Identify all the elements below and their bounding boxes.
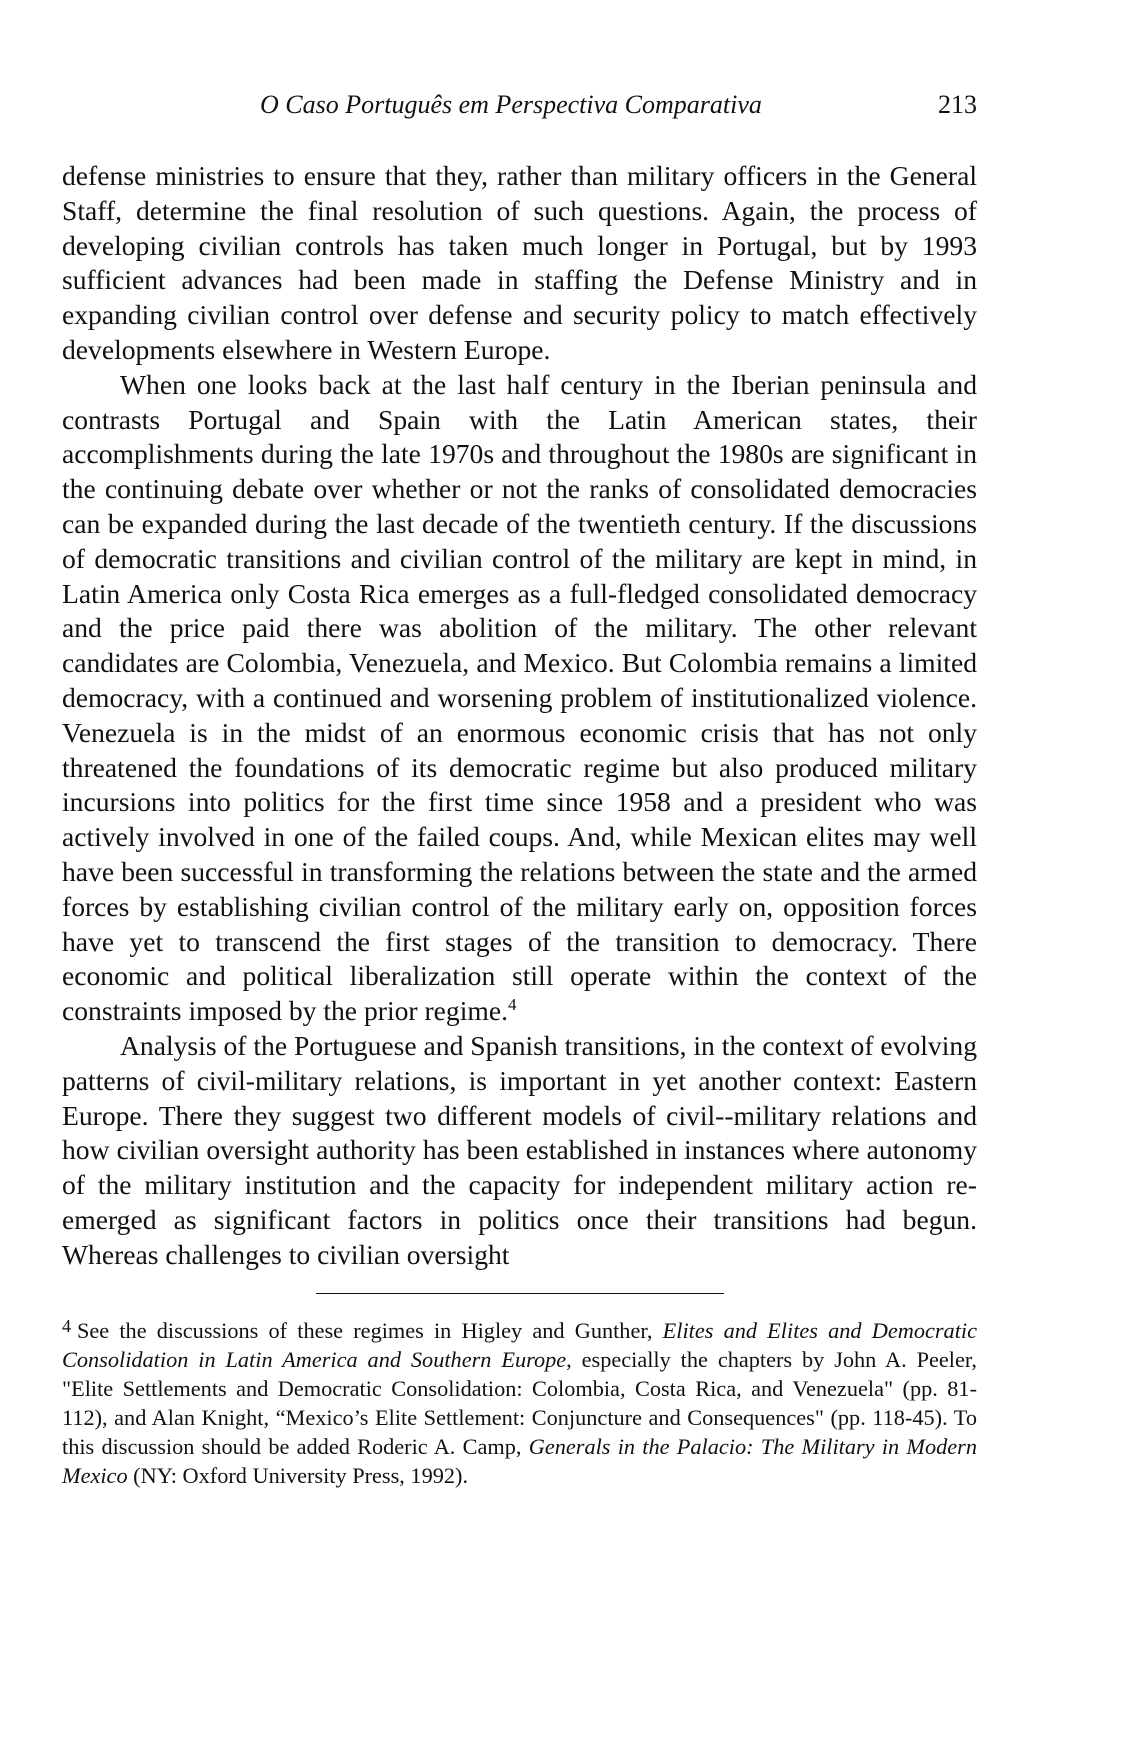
paragraph-text: When one looks back at the last half century in the Iberian peninsula and contrasts Portugal and Spain with the Latin American states, their accomplishments during the late 1970s and throughout the 1980s are significant in the continuing debate over whether or not the ranks of consolidated democracies can be expanded during the last decade of the twentieth century. If the discussions of democratic transitions and civilian control of the military are kept in mind, in Latin America only Costa Rica emerges as a full-fledged consolidated democracy and the price paid there was abolition of the military. The other relevant candidates are Colombia, Venezuela, and Mexico. But Colombia remains a limited democracy, with a continued and worsening problem of institutionalized violence. Venezuela is in the midst of an enormous economic crisis that has not only threatened the foundations of its democratic regime but also produced military incursions into politics for the first time since 1958 and a president who was actively involved in one of the failed coups. And, while Mexican elites may well have been successful in transforming the relations between the state and the armed forces by establishing civilian control of the military early on, opposition forces have yet to transcend the first stages of the transition to democracy. There economic and political liberalization still operate within the context of the constraints imposed by the prior regime. bbox=[62, 368, 977, 1027]
footnote-number: 4 bbox=[62, 1315, 71, 1336]
body-paragraph bbox=[62, 368, 977, 1029]
footnote-divider bbox=[316, 1293, 724, 1294]
running-head bbox=[62, 90, 977, 130]
body-paragraph: defense ministries to ensure that they, rather than military officers in the General Staff, determine the final resolution of such questions. Again, the process of developing civilian controls has taken much longer in Portugal, but by 1993 sufficient advances had been made in staffing the Defense Ministry and in expanding civilian control over defense and security policy to match effectively developments elsewhere in Western Europe. bbox=[62, 160, 977, 365]
running-head-title: O Caso Português em Perspectiva Comparativa bbox=[260, 90, 762, 119]
body-paragraph: Analysis of the Portuguese and Spanish transitions, in the context of evolving patterns of civil-military relations, is important in yet another context: Eastern Europe. There they suggest two different models of civil--military relations and how civilian oversight authority has been established in instances where autonomy of the military institution and the capacity for independent military action re-emerged as significant factors in politics once their transitions had begun. Whereas challenges to civilian oversight bbox=[62, 1029, 977, 1270]
footnote-book-title: Elites and Elites and Democratic Consolidation in Latin America and Southern Europe bbox=[62, 1317, 977, 1372]
page-number: 213 bbox=[938, 90, 977, 119]
footnote bbox=[62, 1316, 977, 1490]
body-text bbox=[62, 159, 977, 1273]
book-page bbox=[62, 90, 977, 1490]
footnote-text: See the discussions of these regimes in Higley and Gunther, bbox=[77, 1317, 663, 1343]
footnote-text: , especially the chapters by John A. Peeler, "Elite Settlements and Democratic Consolidation: Colombia, Costa Rica, and Venezuela" (pp. 81-112), and Alan Knight, “Mexico’s Elite Settlement: Conjuncture and Consequences" (pp. 118-45). To this discussion should be added Roderic A. Camp, bbox=[62, 1346, 977, 1459]
footnote-text: (NY: Oxford University Press, 1992). bbox=[127, 1462, 469, 1488]
footnote-book-title: Generals in the Palacio: The Military in Modern Mexico bbox=[62, 1433, 977, 1488]
footnote-reference[interactable]: 4 bbox=[508, 995, 517, 1015]
